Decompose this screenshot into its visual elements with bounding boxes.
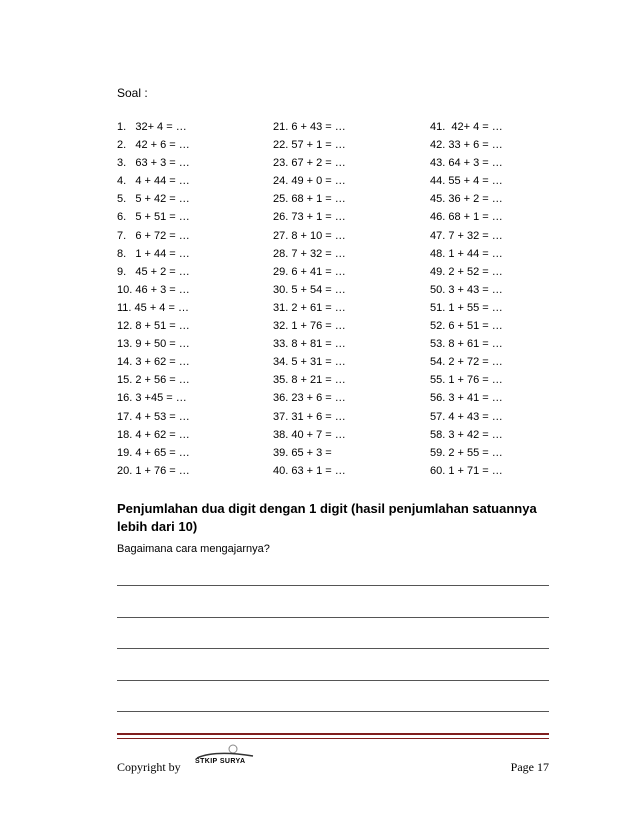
problem-item: 39. 65 + 3 =: [273, 446, 332, 459]
problem-item: 37. 31 + 6 = …: [273, 410, 346, 423]
answer-line[interactable]: [117, 604, 549, 618]
problem-item: 48. 1 + 44 = …: [430, 247, 503, 260]
problem-item: 58. 3 + 42 = …: [430, 428, 503, 441]
logo-text: STKIP SURYA: [195, 758, 246, 765]
problem-item: 52. 6 + 51 = …: [430, 320, 503, 333]
problem-item: 4. 4 + 44 = …: [117, 175, 190, 188]
problem-item: 12. 8 + 51 = …: [117, 320, 190, 333]
answer-line[interactable]: [117, 635, 549, 649]
problem-item: 18. 4 + 62 = …: [117, 428, 190, 441]
problem-item: 23. 67 + 2 = …: [273, 157, 346, 170]
problem-item: 54. 2 + 72 = …: [430, 356, 503, 369]
problem-item: 35. 8 + 21 = …: [273, 374, 346, 387]
question-text: Bagaimana cara mengajarnya?: [117, 543, 270, 555]
problem-item: 16. 3 +45 = …: [117, 392, 187, 405]
problem-column-1: [117, 118, 267, 480]
problem-item: 21. 6 + 43 = …: [273, 121, 346, 133]
problem-item: 36. 23 + 6 = …: [273, 392, 346, 405]
problem-item: 46. 68 + 1 = …: [430, 211, 503, 224]
problem-item: 57. 4 + 43 = …: [430, 410, 503, 423]
problem-item: 49. 2 + 52 = …: [430, 265, 503, 278]
problem-item: 2. 42 + 6 = …: [117, 139, 190, 152]
problem-item: 14. 3 + 62 = …: [117, 356, 190, 369]
problem-item: 51. 1 + 55 = …: [430, 301, 503, 314]
problem-item: 19. 4 + 65 = …: [117, 446, 190, 459]
problem-item: 50. 3 + 43 = …: [430, 283, 503, 296]
problem-item: 28. 7 + 32 = …: [273, 247, 346, 260]
problem-item: 47. 7 + 32 = …: [430, 229, 503, 242]
stkip-surya-logo: [195, 744, 257, 774]
problem-item: 8. 1 + 44 = …: [117, 247, 190, 260]
problem-item: 5. 5 + 42 = …: [117, 193, 190, 206]
answer-line[interactable]: [117, 698, 549, 712]
footer-rule: [117, 733, 549, 739]
problem-item: 6. 5 + 51 = …: [117, 211, 190, 224]
problem-item: 44. 55 + 4 = …: [430, 175, 503, 188]
problem-item: 10. 46 + 3 = …: [117, 283, 190, 296]
page-number: Page 17: [510, 760, 549, 774]
problem-item: 17. 4 + 53 = …: [117, 410, 190, 423]
soal-title: Soal :: [117, 86, 148, 100]
problem-item: 22. 57 + 1 = …: [273, 139, 346, 152]
answer-line[interactable]: [117, 667, 549, 681]
footer: [117, 758, 549, 778]
problem-item: 60. 1 + 71 = …: [430, 464, 503, 477]
problem-item: 45. 36 + 2 = …: [430, 193, 503, 206]
answer-lines: [117, 572, 549, 730]
problem-item: 43. 64 + 3 = …: [430, 157, 503, 170]
problem-item: 15. 2 + 56 = …: [117, 374, 190, 387]
section-heading: Penjumlahan dua digit dengan 1 digit (hasil penjumlahan satuannya lebih dari 10): [117, 501, 537, 534]
problem-item: 25. 68 + 1 = …: [273, 193, 346, 206]
problem-item: 31. 2 + 61 = …: [273, 301, 346, 314]
copyright-text: Copyright by: [117, 760, 181, 774]
problem-item: 7. 6 + 72 = …: [117, 229, 190, 242]
problem-item: 38. 40 + 7 = …: [273, 428, 346, 441]
problem-item: 27. 8 + 10 = …: [273, 229, 346, 242]
problem-item: 24. 49 + 0 = …: [273, 175, 346, 188]
answer-line[interactable]: [117, 572, 549, 586]
problem-item: 42. 33 + 6 = …: [430, 139, 503, 152]
problem-item: 13. 9 + 50 = …: [117, 338, 190, 351]
problem-item: 32. 1 + 76 = …: [273, 320, 346, 333]
problem-item: 30. 5 + 54 = …: [273, 283, 346, 296]
problem-item: 59. 2 + 55 = …: [430, 446, 503, 459]
problem-item: 29. 6 + 41 = …: [273, 265, 346, 278]
problem-item: 3. 63 + 3 = …: [117, 157, 190, 170]
problem-item: 53. 8 + 61 = …: [430, 338, 503, 351]
problem-item: 26. 73 + 1 = …: [273, 211, 346, 224]
problem-item: 20. 1 + 76 = …: [117, 464, 190, 477]
problem-item: 33. 8 + 81 = …: [273, 338, 346, 351]
problem-item: 55. 1 + 76 = …: [430, 374, 503, 387]
problem-item: 34. 5 + 31 = …: [273, 356, 346, 369]
problem-item: 1. 32+ 4 = …: [117, 121, 187, 133]
problem-item: 9. 45 + 2 = …: [117, 265, 190, 278]
problem-item: 41. 42+ 4 = …: [430, 121, 503, 133]
problem-column-2: [273, 118, 423, 480]
problem-item: 40. 63 + 1 = …: [273, 464, 346, 477]
problem-item: 56. 3 + 41 = …: [430, 392, 503, 405]
problem-column-3: [430, 118, 580, 480]
problem-item: 11. 45 + 4 = …: [117, 301, 189, 314]
